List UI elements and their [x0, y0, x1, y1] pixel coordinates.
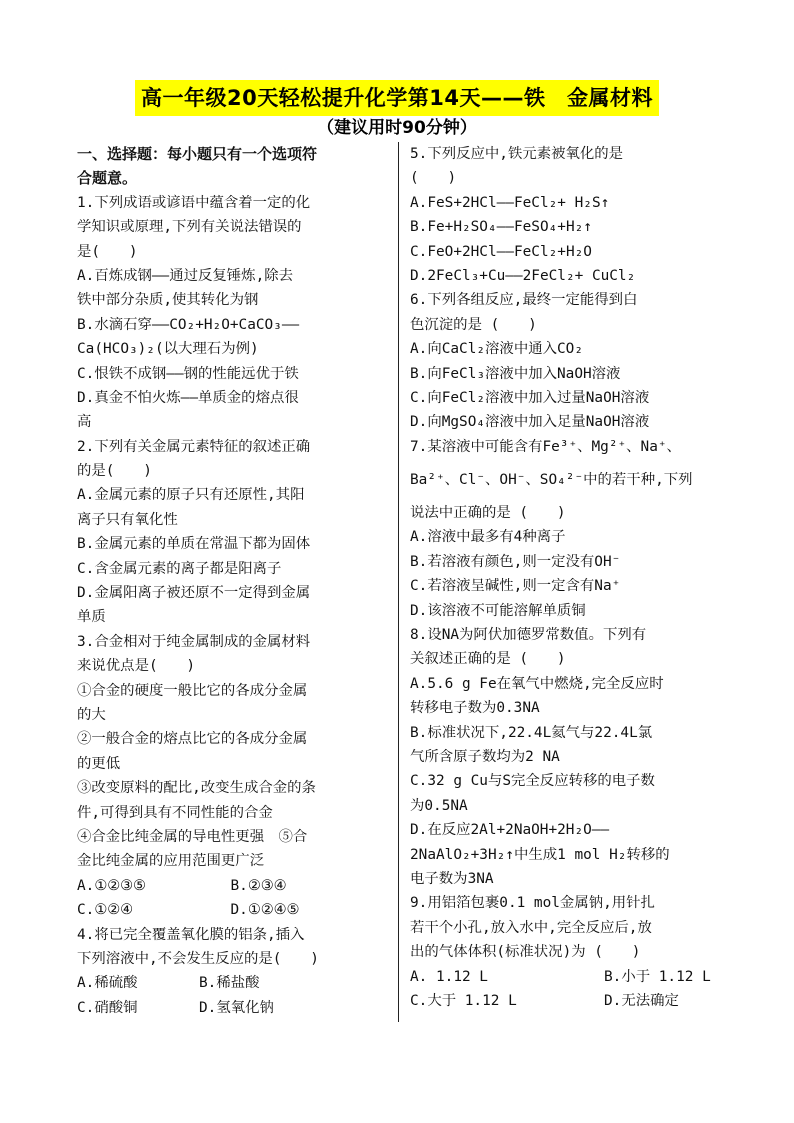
question-5-line: ( ) — [410, 170, 457, 187]
question-2-option-c: C.含金属元素的离子都是阳离子 — [77, 560, 282, 577]
question-2-line: 2.下列有关金属元素特征的叙述正确 — [77, 438, 311, 455]
page-title: 高一年级20天轻松提升化学第14天——铁 金属材料 — [135, 80, 659, 116]
question-2-line: 的是( ) — [77, 463, 152, 480]
question-3-line: 3.合金相对于纯金属制成的金属材料 — [77, 633, 311, 650]
question-7-ion-line: Ba²⁺、Cl⁻、OH⁻、SO₄²⁻中的若干种,下列 — [410, 472, 693, 489]
subtitle-block — [0, 116, 794, 140]
question-3-statement-2-cont: 的更低 — [77, 755, 121, 772]
question-8-option-d-cont: 2NaAlO₂+3H₂↑中生成1 mol H₂转移的 — [410, 846, 670, 863]
question-3-option-a: A.①②③⑤ — [77, 877, 146, 894]
question-6-line: 色沉淀的是 ( ) — [410, 316, 537, 333]
question-1-option-d-cont: 高 — [77, 414, 92, 431]
question-2-option-a: A.金属元素的原子只有还原性,其阳 — [77, 487, 305, 504]
question-3-statement-3: ③改变原料的配比,改变生成合金的条 — [77, 780, 316, 797]
question-9-line: 9.用铝箔包裹0.1 mol金属钠,用针扎 — [410, 895, 655, 912]
question-4-line: 下列溶液中,不会发生反应的是( ) — [77, 950, 319, 967]
question-1-line: 1.下列成语或谚语中蕴含着一定的化 — [77, 194, 311, 211]
question-9-line: 出的气体体积(标准状况)为 ( ) — [410, 944, 641, 961]
question-3-option-b: B.②③④ — [230, 877, 287, 894]
question-3-option-d: D.①②④⑤ — [230, 902, 300, 919]
question-6-option-c: C.向FeCl₂溶液中加入过量NaOH溶液 — [410, 389, 650, 406]
question-9-option-a: A. 1.12 L — [410, 968, 488, 985]
question-5-option-a: A.FeS+2HCl——FeCl₂+ H₂S↑ — [410, 194, 610, 211]
question-1-option-d: D.真金不怕火炼——单质金的熔点很 — [77, 389, 299, 406]
question-8-option-c-cont: 为0.5NA — [410, 797, 468, 814]
right-column — [410, 142, 728, 1013]
question-9-option-d: D.无法确定 — [604, 992, 679, 1009]
question-4-option-c: C.硝酸铜 — [77, 999, 138, 1016]
title-block — [0, 80, 794, 116]
question-8-option-a: A.5.6 g Fe在氧气中燃烧,完全反应时 — [410, 675, 664, 692]
left-column — [77, 142, 384, 1020]
question-1-option-a: A.百炼成钢——通过反复锤炼,除去 — [77, 267, 294, 284]
question-3-option-c: C.①②④ — [77, 902, 134, 919]
question-4-options-row-1 — [77, 971, 384, 995]
question-1-option-a-cont: 铁中部分杂质,使其转化为钢 — [77, 292, 259, 309]
question-8-option-a-cont: 转移电子数为0.3NA — [410, 700, 540, 717]
question-8-option-d: D.在反应2Al+2NaOH+2H₂O—— — [410, 822, 610, 839]
question-4-option-d: D.氢氧化钠 — [199, 999, 274, 1016]
question-4-options-row-2 — [77, 996, 384, 1020]
question-7-option-d: D.该溶液不可能溶解单质铜 — [410, 602, 586, 619]
question-5-option-d: D.2FeCl₃+Cu——2FeCl₂+ CuCl₂ — [410, 267, 636, 284]
question-3-options-row-1 — [77, 874, 384, 898]
question-1-line: 学知识或原理,下列有关说法错误的 — [77, 219, 302, 236]
question-3-statement-1-cont: 的大 — [77, 706, 106, 723]
question-8-option-c: C.32 g Cu与S完全反应转移的电子数 — [410, 773, 655, 790]
question-7-option-a: A.溶液中最多有4种离子 — [410, 529, 566, 546]
question-6-option-d: D.向MgSO₄溶液中加入足量NaOH溶液 — [410, 414, 650, 431]
question-4-option-a: A.稀硫酸 — [77, 975, 138, 992]
question-6-option-a: A.向CaCl₂溶液中通入CO₂ — [410, 341, 583, 358]
question-3-statement-3-cont: 件,可得到具有不同性能的合金 — [77, 804, 273, 821]
question-2-option-d-cont: 单质 — [77, 609, 106, 626]
question-9-options-row-1 — [410, 965, 728, 989]
section-heading-cont: 合题意。 — [77, 169, 138, 188]
question-1-option-b-cont: Ca(HCO₃)₂(以大理石为例) — [77, 341, 259, 358]
question-9-option-c: C.大于 1.12 L — [410, 992, 517, 1009]
question-3-statement-2: ②一般合金的熔点比它的各成分金属 — [77, 731, 308, 748]
section-heading: 一、选择题：每小题只有一个选项符 — [77, 145, 318, 163]
question-4-line: 4.将已完全覆盖氧化膜的铝条,插入 — [77, 926, 305, 943]
question-7-line: 7.某溶液中可能含有Fe³⁺、Mg²⁺、Na⁺、 — [410, 438, 681, 455]
page-subtitle: （建议用时90分钟） — [317, 118, 477, 138]
question-8-line: 关叙述正确的是 ( ) — [410, 651, 566, 668]
question-8-option-d-cont: 电子数为3NA — [410, 870, 494, 887]
question-5-option-c: C.FeO+2HCl——FeCl₂+H₂O — [410, 243, 592, 260]
column-divider — [398, 142, 399, 1022]
question-7-option-b: B.若溶液有颜色,则一定没有OH⁻ — [410, 553, 621, 570]
question-8-option-b: B.标准状况下,22.4L氦气与22.4L氯 — [410, 724, 653, 741]
question-6-line: 6.下列各组反应,最终一定能得到白 — [410, 292, 638, 309]
question-1-option-c: C.恨铁不成钢——钢的性能远优于铁 — [77, 365, 299, 382]
question-2-option-d: D.金属阳离子被还原不一定得到金属 — [77, 585, 311, 602]
question-9-line: 若干个小孔,放入水中,完全反应后,放 — [410, 919, 652, 936]
question-3-options-row-2 — [77, 898, 384, 922]
question-7-line: 说法中正确的是 ( ) — [410, 505, 566, 522]
question-2-option-a-cont: 离子只有氧化性 — [77, 511, 178, 528]
question-9-option-b: B.小于 1.12 L — [604, 968, 711, 985]
question-8-option-b-cont: 气所含原子数均为2 NA — [410, 748, 560, 765]
question-3-statement-5-cont: 金比纯金属的应用范围更广泛 — [77, 853, 265, 870]
question-3-statement-1: ①合金的硬度一般比它的各成分金属 — [77, 682, 308, 699]
question-7-option-c: C.若溶液呈碱性,则一定含有Na⁺ — [410, 578, 621, 595]
question-5-option-b: B.Fe+H₂SO₄——FeSO₄+H₂↑ — [410, 219, 592, 236]
question-1-option-b: B.水滴石穿——CO₂+H₂O+CaCO₃—— — [77, 316, 300, 333]
question-3-line: 来说优点是( ) — [77, 658, 196, 675]
question-9-options-row-2 — [410, 989, 728, 1013]
question-6-option-b: B.向FeCl₃溶液中加入NaOH溶液 — [410, 365, 621, 382]
question-4-option-b: B.稀盐酸 — [199, 975, 260, 992]
question-2-option-b: B.金属元素的单质在常温下都为固体 — [77, 536, 311, 553]
question-8-line: 8.设NA为阿伏加德罗常数值。下列有 — [410, 627, 647, 644]
question-3-statement-4-5: ④合金比纯金属的导电性更强 ⑤合 — [77, 828, 308, 845]
question-5-line: 5.下列反应中,铁元素被氧化的是 — [410, 146, 624, 162]
question-1-line: 是( ) — [77, 243, 138, 260]
